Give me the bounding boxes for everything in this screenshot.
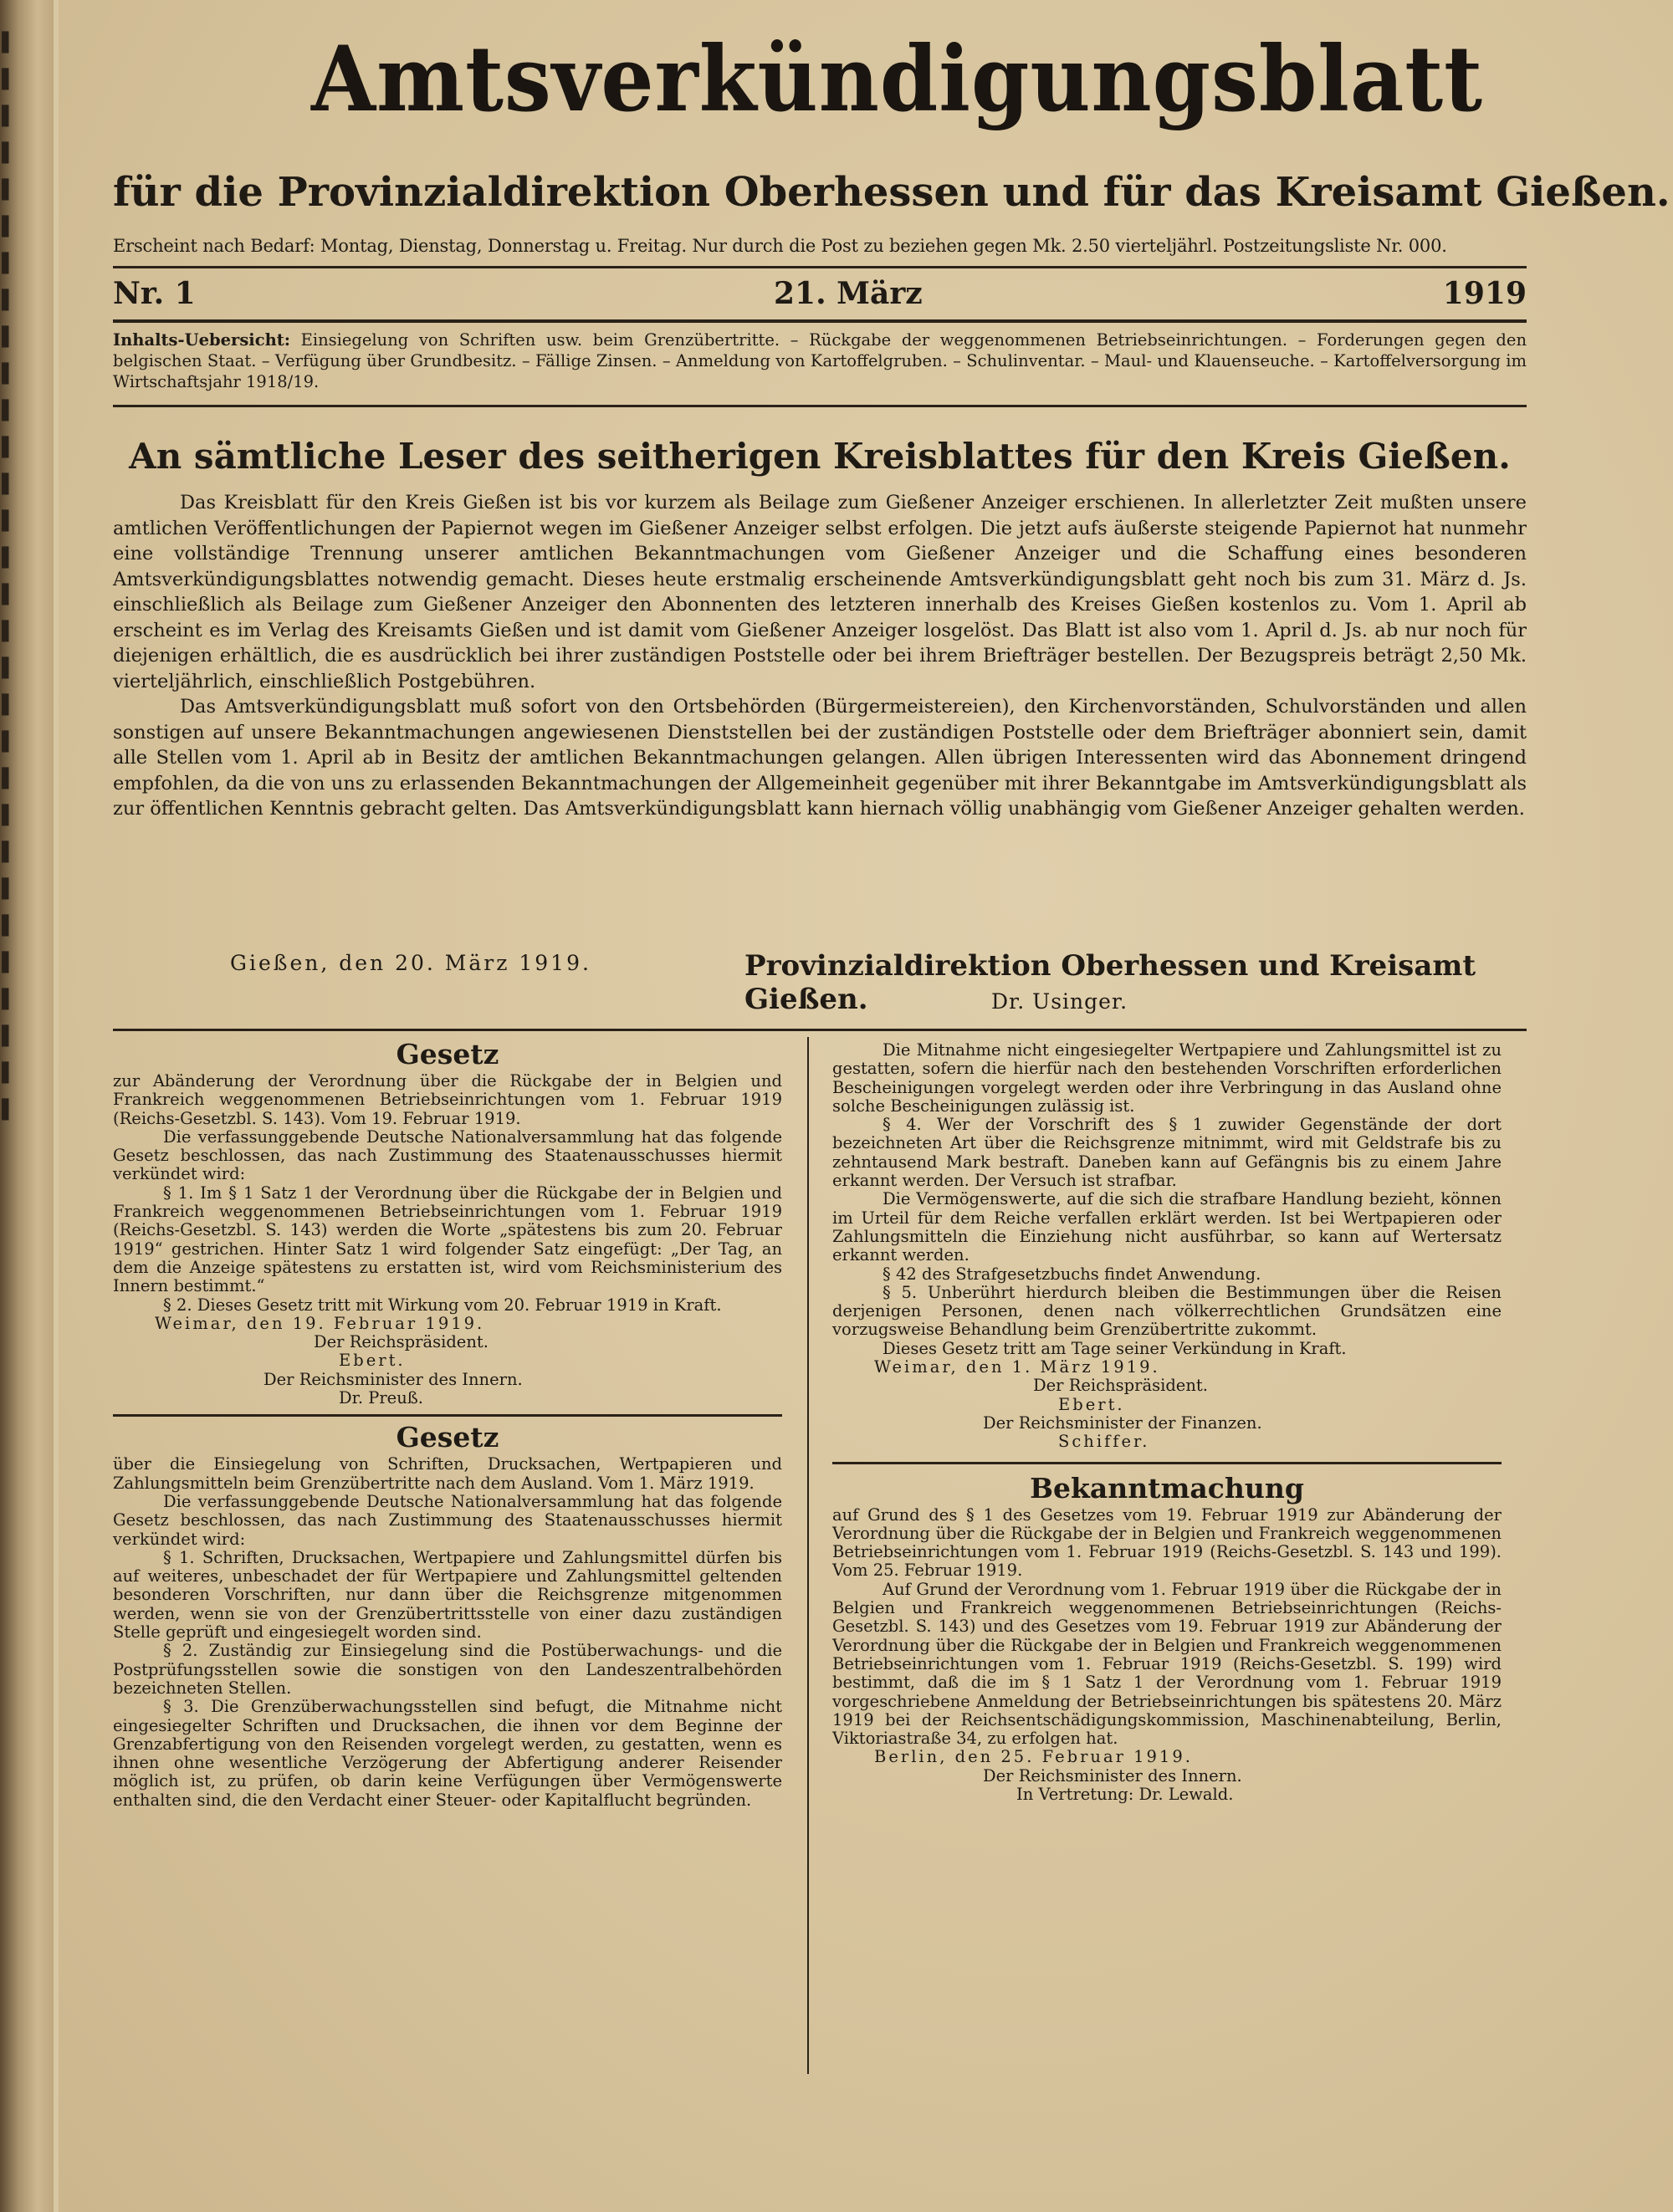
- law2-cont-paragraph: § 5. Unberührt hierdurch bleiben die Bestimmungen über die Reisen derjenigen Personen, denen nach völkerrechtlichen Grundsätzen eine vorzugsweise Behandlung beim Grenzübertritte zukommt.: [832, 1282, 1502, 1340]
- table-of-contents: [113, 330, 1527, 392]
- notice-body: [113, 490, 1527, 822]
- publication-info: Erscheint nach Bedarf: Montag, Dienstag, Donnerstag u. Freitag. Nur durch die Post zu beziehen gegen Mk. 2.50 vierteljährl. Postzeitungsliste Nr. 000.: [113, 236, 1447, 256]
- left-column: [113, 1037, 782, 1810]
- divider: [113, 266, 1527, 268]
- divider: [113, 319, 1527, 323]
- law2-sig1: Der Reichspräsident.: [1033, 1376, 1208, 1396]
- divider: [113, 405, 1527, 407]
- notice-authority: Provinzialdirektion Oberhessen und Kreisamt Gießen.: [744, 949, 1476, 1016]
- law2-paragraph: § 1. Schriften, Drucksachen, Wertpapiere und Zahlungsmittel dürfen bis auf weiteres, unbeschadet der für Wertpapiere und Zahlungsmittel geltenden besonderen Vorschriften, nur dann über die Reichsgrenze mitgenommen werden, wenn sie von der Grenzübertrittsstelle von einer dazu zuständigen Stelle geprüft und eingesiegelt worden sind.: [113, 1547, 782, 1642]
- law1-paragraph: § 1. Im § 1 Satz 1 der Verordnung über die Rückgabe der in Belgien und Frankreich weggenommenen Betriebseinrichtungen vom 1. Februar 1919 (Reichs-Gesetzbl. S. 143) werden die Worte „spätestens bis zum 20. Februar 1919“ gestrichen. Hinter Satz 1 wird folgender Satz eingefügt: „Der Tag, an dem die Anzeige spätestens zu erstatten ist, wird vom Reichsministerium des Innern bestimmt.“: [113, 1183, 782, 1296]
- column-divider: [807, 1037, 809, 2074]
- law1-place-date: Weimar, den 19. Februar 1919.: [155, 1313, 485, 1333]
- toc-label: Inhalts-Uebersicht:: [113, 330, 290, 350]
- right-column: [832, 1041, 1502, 1804]
- law1-paragraph: § 2. Dieses Gesetz tritt mit Wirkung vom 20. Februar 1919 in Kraft.: [163, 1295, 722, 1315]
- announcement-heading: Bekanntmachung: [1030, 1471, 1304, 1504]
- masthead: [268, 25, 1483, 134]
- issue-number: Nr. 1: [113, 276, 196, 311]
- law2-sig2: Der Reichsminister der Finanzen.: [983, 1413, 1262, 1433]
- notice-signature: [113, 949, 1527, 1016]
- notice-paragraph: Das Kreisblatt für den Kreis Gießen ist bis vor kurzem als Beilage zum Gießener Anzeiger erschienen. In allerletzter Zeit mußten unsere amtlichen Veröffentlichungen der Papiernot wegen im Gießener Anzeiger selbst erfolgen. Die jetzt aufs äußerste steigende Papiernot hat nunmehr eine vollständige Trennung unserer amtlichen Bekanntmachungen vom Gießener Anzeiger und die Schaffung eines besonderen Amtsverkündigungsblattes notwendig gemacht. Dieses heute erstmalig erscheinende Amtsverkündigungsblatt geht noch bis zum 31. März d. Js. einschließlich als Beilage zum Gießener Anzeiger den Abonnenten des letzteren innerhalb des Kreises Gießen kostenlos zu. Vom 1. April ab erscheint es im Verlag des Kreisamts Gießen und ist damit vom Gießener Anzeiger losgelöst. Das Blatt ist also vom 1. April d. Js. ab nur noch für diejenigen erhältlich, die es ausdrücklich bei ihrer zuständigen Poststelle oder bei ihrem Briefträger bestellen. Der Bezugspreis beträgt 2,50 Mk. vierteljährlich, einschließlich Postgebühren.: [113, 492, 1527, 692]
- newspaper-title: Amtsverkündigungsblatt: [311, 27, 1483, 132]
- newspaper-page: [59, 0, 1673, 2212]
- law1-paragraph: Die verfassunggebende Deutsche Nationalversammlung hat das folgende Gesetz beschlossen, das nach Zustimmung des Staatenausschusses hiermit verkündet wird:: [113, 1126, 782, 1184]
- law1-sig2-name: Dr. Preuß.: [339, 1388, 423, 1408]
- newspaper-subtitle: für die Provinzialdirektion Oberhessen und für das Kreisamt Gießen.: [113, 169, 1670, 216]
- law1-subtitle: zur Abänderung der Verordnung über die Rückgabe der in Belgien und Frankreich weggenommenen Betriebseinrichtungen vom 1. Februar 1919 (Reichs-Gesetzbl. S. 143). Vom 19. Februar 1919.: [113, 1071, 782, 1128]
- adjacent-page-scraps: ▌ ▌ ▌ ▌ ▌ ▌ ▌ ▌ ▌ ▌ ▌ ▌ ▌ ▌ ▌ ▌ ▌ ▌ ▌ ▌ ▌ ▌ ▌ ▌ ▌ ▌ ▌ ▌ ▌ ▌: [2, 33, 14, 1121]
- divider: [113, 1029, 1527, 1031]
- law2-paragraph: Die verfassunggebende Deutsche Nationalversammlung hat das folgende Gesetz beschlossen, das nach Zustimmung des Staatenausschusses hiermit verkündet wird:: [113, 1491, 782, 1549]
- law2-cont-paragraph: Dieses Gesetz tritt am Tage seiner Verkündung in Kraft.: [883, 1338, 1347, 1358]
- law2-place-date: Weimar, den 1. März 1919.: [874, 1357, 1160, 1377]
- law1-sig1-name: Ebert.: [339, 1351, 406, 1371]
- law2-subtitle: über die Einsiegelung von Schriften, Drucksachen, Wertpapieren und Zahlungsmitteln beim Grenzübertritte nach dem Ausland. Vom 1. März 1919.: [113, 1454, 782, 1493]
- issue-year: 1919: [1442, 276, 1527, 311]
- law1-sig1: Der Reichspräsident.: [314, 1332, 489, 1352]
- law2-sig1-name: Ebert.: [1058, 1394, 1125, 1414]
- law2-sig2-name: Schiffer.: [1058, 1432, 1150, 1452]
- law2-cont-paragraph: § 4. Wer der Vorschrift des § 1 zuwider Gegenstände der dort bezeichneten Art über die Reichsgrenze mitnimmt, wird mit Geldstrafe bis zu zehntausend Mark bestraft. Daneben kann auf Gefängnis bis zu einem Jahre erkannt werden. Der Versuch ist strafbar.: [832, 1115, 1502, 1191]
- announcement-sig1: Der Reichsminister des Innern.: [983, 1765, 1242, 1785]
- issue-line: [113, 276, 1527, 318]
- law2-heading: Gesetz: [396, 1421, 499, 1454]
- bound-page-edge: [0, 0, 54, 2212]
- law2-cont-paragraph: § 42 des Strafgesetzbuchs findet Anwendung.: [883, 1264, 1261, 1284]
- law1-sig2: Der Reichsminister des Innern.: [263, 1369, 523, 1389]
- notice-signatory: Dr. Usinger.: [991, 989, 1128, 1014]
- divider: [113, 1414, 782, 1417]
- announcement-place-date: Berlin, den 25. Februar 1919.: [874, 1747, 1193, 1767]
- law2-paragraph: § 2. Zuständig zur Einsiegelung sind die Postüberwachungs- und die Postprüfungsstellen sowie die sonstigen von den Landeszentralbehörden bezeichneten Stellen.: [113, 1641, 782, 1698]
- announcement-subtitle: auf Grund des § 1 des Gesetzes vom 19. Februar 1919 zur Abänderung der Verordnung über die Rückgabe der in Belgien und Frankreich weggenommenen Betriebseinrichtungen vom 1. Februar 1919 (Reichs-Gesetzbl. S. 143 und 199). Vom 25. Februar 1919.: [832, 1504, 1502, 1581]
- notice-title: An sämtliche Leser des seitherigen Kreisblattes für den Kreis Gießen.: [129, 436, 1511, 477]
- law1-heading: Gesetz: [396, 1038, 499, 1070]
- divider: [832, 1462, 1502, 1464]
- toc-text: Einsiegelung von Schriften usw. beim Grenzübertritte. – Rückgabe der weggenommenen Betriebseinrichtungen. – Forderungen gegen den belgischen Staat. – Verfügung über Grundbesitz. – Fällige Zinsen. – Anmeldung von Kartoffelgruben. – Schulinventar. – Maul- und Klauenseuche. – Kartoffelversorgung im Wirtschaftsjahr 1918/19.: [113, 330, 1527, 391]
- notice-place-date: Gießen, den 20. März 1919.: [230, 951, 591, 975]
- notice-paragraph: Das Amtsverkündigungsblatt muß sofort von den Ortsbehörden (Bürgermeistereien), den Kirchenvorständen, Schulvorständen und allen sonstigen auf unsere Bekanntmachungen angewiesenen Dienststellen bei der zuständigen Poststelle oder dem Briefträger abonniert sein, damit alle Stellen vom 1. April ab in Besitz der amtlichen Bekanntmachungen gelangen. Allen übrigen Interessenten wird das Abonnement dringend empfohlen, da die von uns zu erlassenden Bekanntmachungen der Allgemeinheit gegenüber mit ihrer Bekanntgabe im Amtsverkündigungsblatt als zur öffentlichen Kenntnis gebracht gelten. Das Amtsverkündigungsblatt kann hiernach völlig unabhängig vom Gießener Anzeiger gehalten werden.: [113, 696, 1527, 820]
- announcement-paragraph: Auf Grund der Verordnung vom 1. Februar 1919 über die Rückgabe der in Belgien und Frankreich weggenommenen Betriebseinrichtungen (Reichs-Gesetzbl. S. 143) und des Gesetzes vom 19. Februar 1919 zur Abänderung der Verordnung über die Rückgabe der in Belgien und Frankreich weggenommenen Betriebseinrichtungen vom 1. Februar 1919 (Reichs-Gesetzbl. S. 199) wird bestimmt, daß die im § 1 Satz 1 der Verordnung vom 1. Februar 1919 vorgeschriebene Anmeldung der Betriebseinrichtungen bis spätestens 20. März 1919 bei der Reichsentschädigungskommission, Maschinenabteilung, Berlin, Viktoriastraße 34, zu erfolgen hat.: [832, 1579, 1502, 1749]
- law2-paragraph: § 3. Die Grenzüberwachungsstellen sind befugt, die Mitnahme nicht eingesiegelter Schriften und Drucksachen, die ihnen vor dem Beginne der Grenzabfertigung von den Reisenden vorgelegt werden, zu gestatten, wenn es ihnen ohne wesentliche Verzögerung der Abfertigung anderer Reisender möglich ist, zu prüfen, ob darin keine Verfügungen über Vermögenswerte enthalten sind, die den Verdacht einer Steuer- oder Kapitalflucht begründen.: [113, 1697, 782, 1810]
- issue-date: 21. März: [774, 276, 923, 311]
- law2-cont-paragraph: Die Vermögenswerte, auf die sich die strafbare Handlung bezieht, können im Urteil für dem Reiche verfallen erklärt werden. Ist bei Wertpapieren oder Zahlungsmitteln die Einziehung nicht ausführbar, so kann auf Wertersatz erkannt werden.: [832, 1189, 1502, 1265]
- announcement-sig2: In Vertretung: Dr. Lewald.: [1016, 1784, 1234, 1804]
- law2-cont-paragraph: Die Mitnahme nicht eingesiegelter Wertpapiere und Zahlungsmittel ist zu gestatten, sofern die hierfür nach den bestehenden Vorschriften erforderlichen Bescheinigungen vorgelegt werden oder ihre Verbringung in das Ausland ohne solche Bescheinigungen zulässig ist.: [832, 1040, 1502, 1116]
